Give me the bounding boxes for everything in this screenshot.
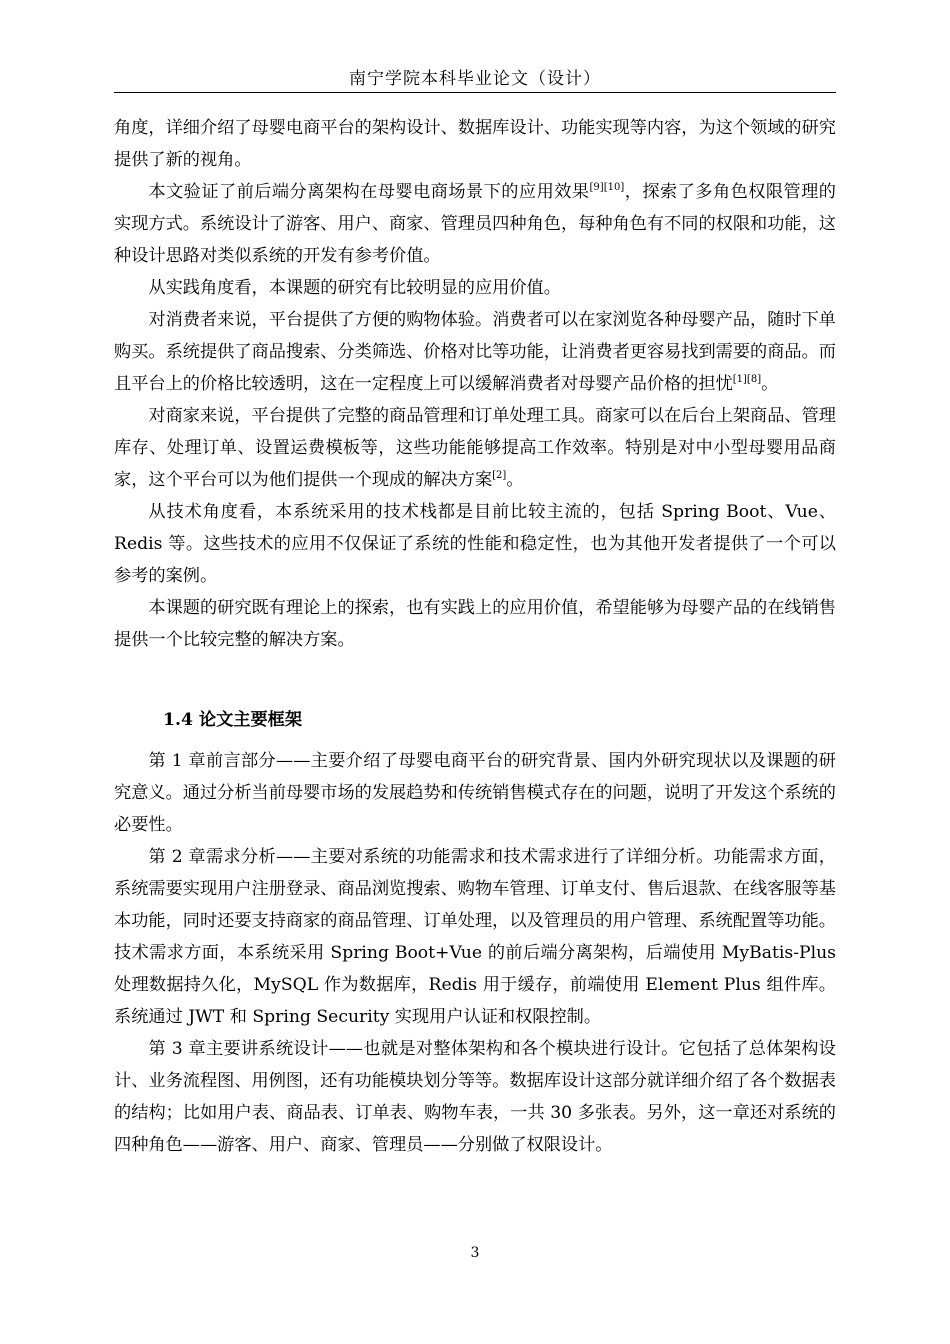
citation[interactable]: [9][10] bbox=[589, 182, 625, 193]
section-heading: 1.4 论文主要框架 bbox=[163, 710, 303, 730]
body-text-bottom bbox=[114, 745, 836, 1161]
paragraph: 第 3 章主要讲系统设计——也就是对整体架构和各个模块进行设计。它包括了总体架构设计、业务流程图、用例图，还有功能模块划分等等。数据库设计这部分就详细介绍了各个数据表的结构；比如用户表、商品表、订单表、购物车表，一共 30 多张表。另外，这一章还对系统的四种角色——游客、用户、商家、管理员——分别做了权限设计。 bbox=[114, 1039, 836, 1155]
paragraph: 本课题的研究既有理论上的探索，也有实践上的应用价值，希望能够为母婴产品的在线销售提供一个比较完整的解决方案。 bbox=[114, 598, 836, 650]
paragraph: 角度，详细介绍了母婴电商平台的架构设计、数据库设计、功能实现等内容，为这个领域的研究提供了新的视角。 bbox=[114, 118, 836, 170]
citation[interactable]: [1][8] bbox=[732, 374, 762, 385]
running-header: 南宁学院本科毕业论文（设计） bbox=[114, 66, 836, 93]
body-text-top bbox=[114, 112, 836, 656]
paragraph: 对消费者来说，平台提供了方便的购物体验。消费者可以在家浏览各种母婴产品，随时下单购买。系统提供了商品搜索、分类筛选、价格对比等功能，让消费者更容易找到需要的商品。而且平台上的价格比较透明，这在一定程度上可以缓解消费者对母婴产品价格的担忧[1][8]。 bbox=[114, 310, 836, 394]
paragraph: 本文验证了前后端分离架构在母婴电商场景下的应用效果[9][10]，探索了多角色权限管理的实现方式。系统设计了游客、用户、商家、管理员四种角色，每种角色有不同的权限和功能，这种设计思路对类似系统的开发有参考价值。 bbox=[114, 182, 836, 266]
page-number: 3 bbox=[470, 1245, 480, 1261]
paragraph: 第 2 章需求分析——主要对系统的功能需求和技术需求进行了详细分析。功能需求方面，系统需要实现用户注册登录、商品浏览搜索、购物车管理、订单支付、售后退款、在线客服等基本功能，同时还要支持商家的商品管理、订单处理，以及管理员的用户管理、系统配置等功能。技术需求方面，本系统采用 Spring Boot+Vue 的前后端分离架构，后端使用 MyBatis-Plus 处理数据持久化，MySQL 作为数据库，Redis 用于缓存，前端使用 Element Plus 组件库。系统通过 JWT 和 Spring Security 实现用户认证和权限控制。 bbox=[114, 847, 836, 1027]
paragraph: 从技术角度看，本系统采用的技术栈都是目前比较主流的，包括 Spring Boot、Vue、Redis 等。这些技术的应用不仅保证了系统的性能和稳定性，也为其他开发者提供了一个可以参考的案例。 bbox=[114, 502, 836, 586]
paragraph: 对商家来说，平台提供了完整的商品管理和订单处理工具。商家可以在后台上架商品、管理库存、处理订单、设置运费模板等，这些功能能够提高工作效率。特别是对中小型母婴用品商家，这个平台可以为他们提供一个现成的解决方案[2]。 bbox=[114, 406, 836, 490]
paragraph: 第 1 章前言部分——主要介绍了母婴电商平台的研究背景、国内外研究现状以及课题的研究意义。通过分析当前母婴市场的发展趋势和传统销售模式存在的问题，说明了开发这个系统的必要性。 bbox=[114, 751, 836, 835]
citation[interactable]: [2] bbox=[492, 470, 507, 481]
paragraph: 从实践角度看，本课题的研究有比较明显的应用价值。 bbox=[148, 278, 561, 298]
